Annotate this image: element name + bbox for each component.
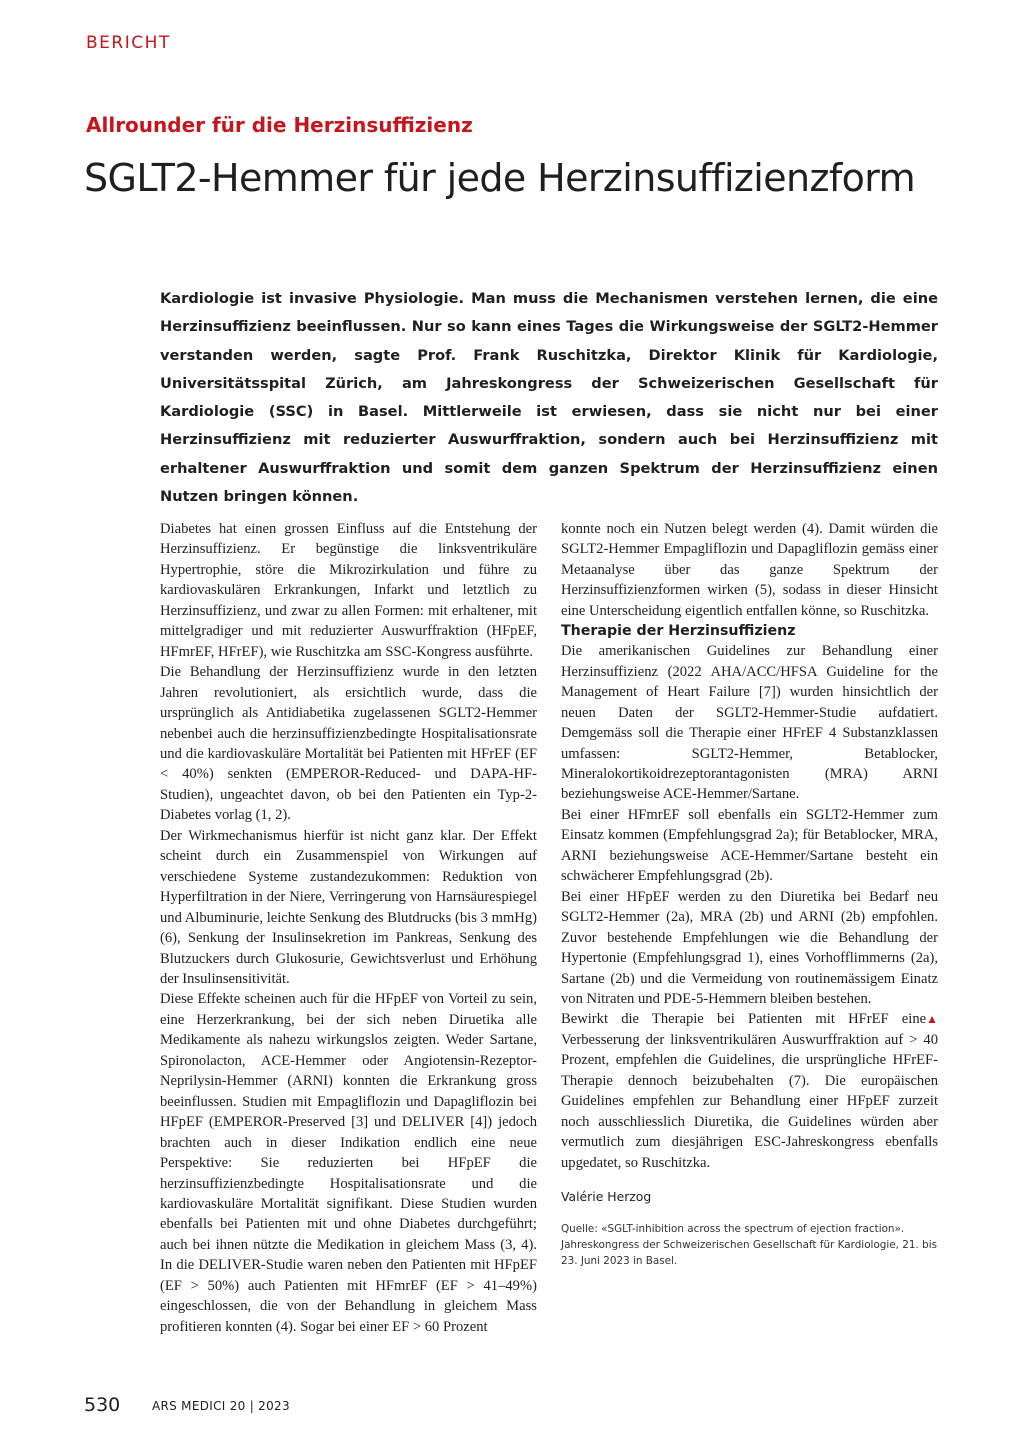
article-headline: SGLT2-Hemmer für jede Herzinsuffizienzform bbox=[84, 156, 916, 200]
body-paragraph: konnte noch ein Nutzen belegt werden (4). Damit würden die SGLT2-Hemmer Empagliflozin und Dapagliflozin gemäss einer Metaanalyse über das ganze Spektrum der Herzinsuffizienzformen wirken (5), sodass in dieser Hinsicht eine Unterscheidung eigentlich entfallen könne, so Ruschitzka. bbox=[561, 521, 938, 619]
body-paragraph: Diese Effekte scheinen auch für die HFpEF von Vorteil zu sein, eine Herzerkrankung, bei der sich neben Diruetika alle Medikamente als nahezu wirkungslos zeigten. Weder Sartane, Spironolacton, ACE-Hemmer oder Angiotensin-Rezeptor-Neprilysin-Hemmer (ARNI) konnten die Erkrankung gross beeinflussen. Studien mit Empagliflozin und Dapagliflozin bei HFpEF (EMPEROR-Preserved [3] und DELIVER [4]) jedoch brachten auch in dieser Indikation endlich eine neue Perspektive: Sie reduzierten bei HFpEF die herzinsuffizienzbedingte Hospitalisationsrate und die kardiovaskuläre Mortalität signifikant. Diese Studien wurden ebenfalls bei Patienten mit und ohne Diabetes durchgeführt; auch bei ihnen nützte die Medikation in gleichem Mass (3, 4). In die DELIVER-Studie waren neben den Patienten mit HFpEF (EF > 50%) auch Patienten mit HFmrEF (EF > 41–49%) eingeschlossen, die von der Behandlung in gleichem Mass profitieren konnten (4). Sogar bei einer EF > 60 Prozent bbox=[160, 991, 537, 1335]
article-lead: Kardiologie ist invasive Physiologie. Man muss die Mechanismen verstehen lernen, die eine Herzinsuffizienz beeinflussen. Nur so kann eines Tages die Wirkungsweise der SGLT2-Hemmer verstanden werden, sagte Prof. Frank Ruschitzka, Direktor Klinik für Kardiologie, Universitätsspital Zürich, am Jahreskongress der Schweizerischen Gesellschaft für Kardiologie (SSC) in Basel. Mittlerweile ist erwiesen, dass sie nicht nur bei einer Herzinsuffizienz mit reduzierter Auswurffraktion, sondern auch bei Herzinsuffizienz mit erhaltener Auswurffraktion und somit dem ganzen Spektrum der Herzinsuffizienz einen Nutzen bringen können. bbox=[160, 290, 938, 506]
body-paragraph: Der Wirkmechanismus hierfür ist nicht ganz klar. Der Effekt scheint durch ein Zusammenspiel von Wirkungen auf verschiedene Systeme zustandezukommen: Reduktion von Hyperfiltration in der Niere, Verringerung von Harnsäurespiegel und Albuminurie, leichte Senkung des Blutdrucks (bis 3 mmHg) (6), Senkung der Insulinsekretion im Pankreas, Senkung des Blutzuckers durch Glukosurie, Gewichtsverlust und Erhöhung der Insulinsensitivität. bbox=[160, 827, 537, 987]
left-column bbox=[160, 519, 537, 1337]
end-of-article-icon: ▲ bbox=[926, 1012, 938, 1027]
body-paragraph: Die amerikanischen Guidelines zur Behandlung einer Herzinsuffizienz (2022 AHA/ACC/HFSA Guideline for the Management of Heart Failure [7]) wurden hinsichtlich der neuen Daten der SGLT2-Hemmer-Studie aufdatiert. Demgemäss soll die Therapie einer HFrEF 4 Substanzklassen umfassen: SGLT2-Hemmer, Betablocker, Mineralokortikoidrezeptorantagonisten (MRA) ARNI beziehungsweise ACE-Hemmer/Sartane. bbox=[561, 643, 938, 803]
body-paragraph: Bei einer HFmrEF soll ebenfalls ein SGLT2-Hemmer zum Einsatz kommen (Empfehlungsgrad 2a); für Betablocker, MRA, ARNI beziehungsweise ACE-Hemmer/Sartane besteht ein schwächerer Empfehlungsgrad (2b). bbox=[561, 806, 938, 885]
body-paragraph-final bbox=[561, 1009, 938, 1173]
section-label: BERICHT bbox=[86, 33, 171, 53]
right-column bbox=[561, 519, 938, 1269]
body-paragraph: Diabetes hat einen grossen Einfluss auf die Entstehung der Herzinsuffizienz. Er begünstige die linksventrikuläre Hypertrophie, störe die Mikrozirkulation und führe zu kardiovaskulären Erkrankungen, Infarkt und letztlich zu Herzinsuffizienz, und zwar zu allen Formen: mit erhaltener, mit mittelgradiger und mit reduzierter Auswurffraktion (HFpEF, HFmrEF, HFrEF), wie Ruschitzka am SSC-Kongress ausführte. bbox=[160, 521, 537, 660]
source-note: Quelle: «SGLT-inhibition across the spectrum of ejection fraction». Jahreskongress der Schweizerischen Gesellschaft für Kardiologie, 21. bis 23. Juni 2023 in Basel. bbox=[561, 1223, 937, 1268]
body-paragraph: Die Behandlung der Herzinsuffizienz wurde in den letzten Jahren revolutioniert, als ersichtlich wurde, dass die ursprünglich als Antidiabetika zugelassenen SGLT2-Hemmer nebenbei auch die herzinsuffizienzbedingte Hospitalisationsrate und die kardiovaskuläre Mortalität bei Patienten mit HFrEF (EF < 40%) senkten (EMPEROR-Reduced- und DAPA-HF-Studien), ungeachtet davon, ob bei den Patienten ein Typ-2-Diabetes vorlag (1, 2). bbox=[160, 664, 537, 824]
article-kicker: Allrounder für die Herzinsuffizienz bbox=[86, 113, 473, 137]
section-subheading: Therapie der Herzinsuffizienz bbox=[561, 623, 796, 640]
author-name: Valérie Herzog bbox=[561, 1189, 652, 1205]
page-number: 530 bbox=[84, 1394, 121, 1416]
body-paragraph: Bei einer HFpEF werden zu den Diuretika bei Bedarf neu SGLT2-Hemmer (2a), MRA (2b) und ARNI (2b) empfohlen. Zuvor bestehende Empfehlungen wie die Behandlung der Hypertonie (Empfehlungsgrad 1), eines Vorhofflimmerns (2a), Sartane (2b) und die Vermeidung von routinemässigem Einatz von Nitraten und PDE-5-Hemmern bleiben bestehen. bbox=[561, 888, 938, 1007]
body-paragraph-text: Bewirkt die Therapie bei Patienten mit HFrEF eine Verbesserung der linksventrikulären Auswurffraktion auf > 40 Prozent, empfehlen die Guidelines, die ursprüngliche HFrEF-Therapie dennoch beizubehalten (7). Die europäischen Guidelines empfehlen zur Behandlung einer HFpEF zurzeit noch ausschliesslich Diuretika, die Guidelines würden aber vermutlich zum diesjährigen ESC-Jahreskongress ebenfalls upgedatet, so Ruschitzka. bbox=[561, 1011, 938, 1171]
journal-issue: ARS MEDICI 20 | 2023 bbox=[152, 1399, 290, 1413]
